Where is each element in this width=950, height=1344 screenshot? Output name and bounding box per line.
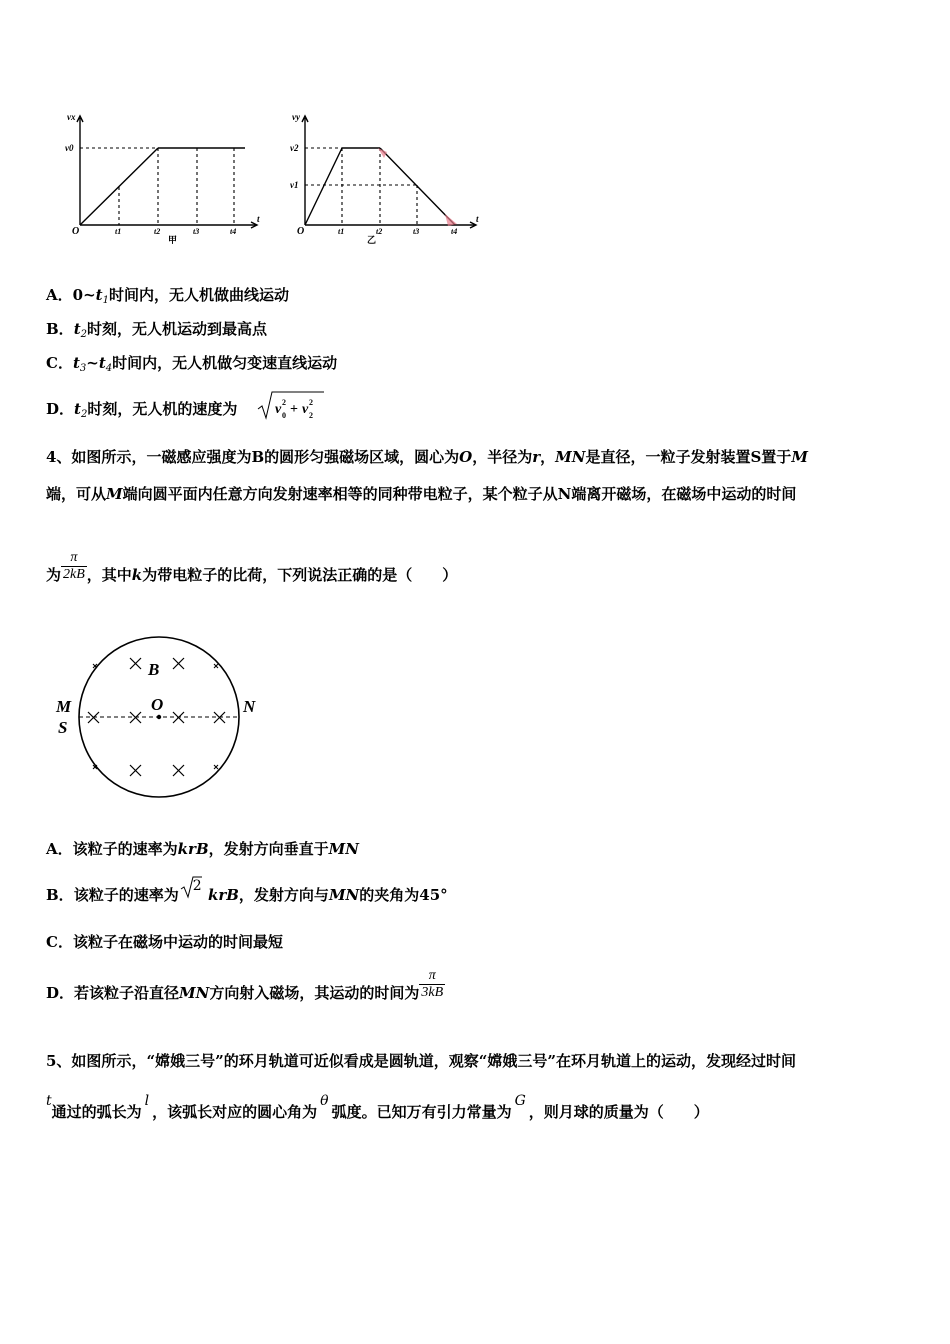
q4-time-fraction: $\frac{\pi}{2kB}$ [63, 550, 85, 582]
q5-line-1: 5、如图所示，“嫦娥三号”的环月轨道可近似看成是圆轨道，观察“嫦娥三号”在环月轨道上的运动，发现经过时间 [46, 1052, 796, 1070]
svg-text:v: v [275, 402, 282, 417]
label-n: N [243, 697, 256, 716]
label-o: O [151, 695, 164, 714]
red-mark [378, 148, 387, 158]
jia-xtick: t4 [230, 227, 237, 236]
yi-caption: 乙 [367, 235, 377, 245]
svg-text:2: 2 [309, 411, 313, 420]
label-b: B [148, 660, 160, 679]
q4-d-fraction: $\frac{\pi}{3kB}$ [421, 968, 444, 1000]
svg-text:v: v [302, 402, 309, 417]
yi-xtick: t4 [451, 227, 458, 236]
jia-origin: O [72, 226, 80, 237]
label-m: M [56, 697, 72, 716]
red-mark [445, 214, 457, 226]
yi-xtick: t1 [338, 227, 345, 236]
yi-y1: v2 [290, 143, 299, 153]
q4-option-b: B．该粒子的速率为 2 krB，发射方向与MN的夹角为45° [46, 878, 448, 904]
q3-option-a: A．$0\sim t_1$时间内，无人机做曲线运动 [46, 286, 289, 306]
label-s: S [58, 718, 68, 737]
jia-ylabel: vx [67, 112, 76, 122]
magnetic-field-diagram [50, 632, 270, 802]
yi-xtick: t2 [376, 227, 383, 236]
yi-origin: O [297, 226, 305, 237]
sqrt-v0-v2-formula [256, 389, 326, 421]
jia-caption: 甲 [168, 235, 178, 245]
yi-y2: v1 [290, 180, 299, 190]
q4-option-c: C．该粒子在磁场中运动的时间最短 [46, 933, 283, 951]
svg-text:+: + [290, 402, 298, 417]
jia-xtick: t3 [193, 227, 200, 236]
q4-option-a: A．该粒子的速率为krB，发射方向垂直于MN [46, 840, 359, 858]
q3-option-b: B．$t_2$时刻，无人机运动到最高点 [46, 320, 268, 340]
q5-line-2: t通过的弧长为l，该弧长对应的圆心角为θ弧度。已知万有引力常量为G，则月球的质量为（ ） [46, 1093, 709, 1121]
jia-xtick: t2 [154, 227, 161, 236]
svg-text:0: 0 [282, 411, 286, 420]
q4-line-1: 4、如图所示，一磁感应强度为B的圆形匀强磁场区域，圆心为O，半径为r，MN是直径，一粒子发射装置S置于M [46, 448, 808, 466]
q4-line-3: 为 $\frac{\pi}{2kB}$ ，其中k为带电粒子的比荷，下列说法正确的是（ ） [46, 550, 458, 584]
yi-xaxis: t [476, 214, 479, 224]
jia-xtick: t1 [115, 227, 122, 236]
sqrt-2: 2 [179, 885, 203, 905]
graph-yi [285, 110, 485, 245]
q3-option-d: D．$t_2$时刻，无人机的速度为 [46, 400, 238, 420]
q3-option-c: C．$t_3\sim t_4$时间内，无人机做匀变速直线运动 [46, 354, 338, 374]
q4-option-d: D．若该粒子沿直径MN方向射入磁场，其运动的时间为 $\frac{\pi}{3kB}$ [46, 968, 444, 1002]
jia-xaxis: t [257, 214, 260, 224]
yi-ylabel: vy [292, 112, 300, 122]
q4-line-2: 端，可从M端向圆平面内任意方向发射速率相等的同种带电粒子，某个粒子从N端离开磁场，在磁场中运动的时间 [46, 485, 797, 503]
jia-y1: v0 [65, 143, 74, 153]
svg-text:2: 2 [282, 398, 286, 407]
svg-text:2: 2 [309, 398, 313, 407]
graph-jia [60, 110, 270, 245]
yi-xtick: t3 [413, 227, 420, 236]
